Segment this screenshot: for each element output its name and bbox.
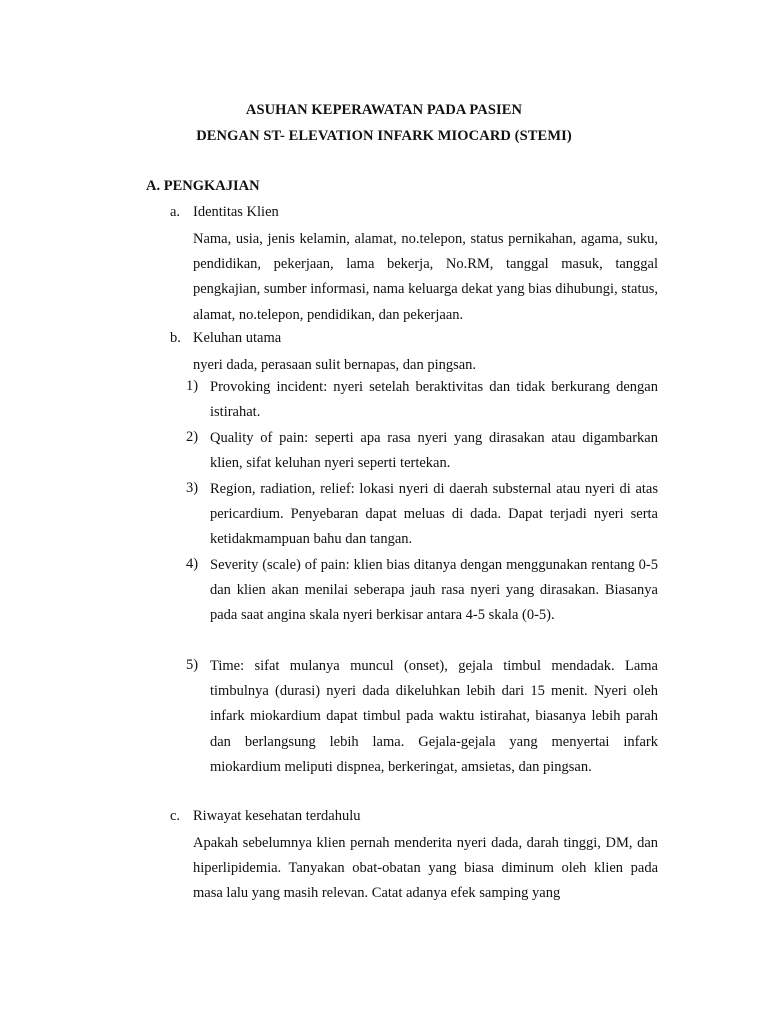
subsection-c-label: Riwayat kesehatan terdahulu (193, 808, 361, 824)
subsection-b-label: Keluhan utama (193, 330, 282, 346)
subsection-b-text: nyeri dada, perasaan sulit bernapas, dan pingsan. (193, 357, 477, 373)
subsection-c-marker: c. (170, 808, 181, 824)
subsection-a-marker: a. (170, 204, 181, 220)
subsection-c-text: Apakah sebelumnya klien pernah menderita nyeri dada, darah tinggi, DM, dan hiperlipidemia. Tanyakan obat-obatan yang biasa diminum oleh klien pada masa lalu yang masih relevan. Catat adanya efek samping yang (193, 835, 658, 902)
section-heading-pengkajian: A. PENGKAJIAN (146, 178, 260, 194)
subsection-a-text: Nama, usia, jenis kelamin, alamat, no.telepon, status pernikahan, agama, suku, pendidikan, pekerjaan, lama bekerja, No.RM, tanggal masuk, tanggal pengkajian, sumber informasi, nama keluarga dekat yang bias dihubungi, status, alamat, no.telepon, pendidikan, dan pekerjaan. (193, 231, 658, 323)
list-item-severity: Severity (scale) of pain: klien bias ditanya dengan menggunakan rentang 0-5 dan klien akan menilai seberapa jauh rasa nyeri yang dirasakan. Biasanya pada saat angina skala nyeri berkisar antara 4-5 skala (0-5). (210, 557, 658, 624)
list-item-region: Region, radiation, relief: lokasi nyeri di daerah substernal atau nyeri di atas pericardium. Penyebaran dapat meluas di dada. Dapat terjadi nyeri serta ketidakmampuan bahu dan tangan. (210, 481, 658, 548)
list-item-quality: Quality of pain: seperti apa rasa nyeri yang dirasakan atau digambarkan klien, sifat keluhan nyeri seperti tertekan. (210, 430, 658, 472)
list-item-number: 4) (186, 556, 199, 572)
list-item-time: Time: sifat mulanya muncul (onset), gejala timbul mendadak. Lama timbulnya (durasi) nyeri dada dikeluhkan lebih dari 15 menit. Nyeri oleh infark miokardium dapat timbul pada waktu istirahat, biasanya lebih parah dan berlangsung lebih lama. Gejala-gejala yang menyertai infark miokardium meliputi dispnea, berkeringat, amsietas, dan pingsan. (210, 658, 658, 775)
document-title-line-1: ASUHAN KEPERAWATAN PADA PASIEN (245, 102, 523, 118)
list-item-number: 5) (186, 657, 199, 673)
list-item-number: 1) (186, 378, 199, 394)
list-item-number: 3) (186, 480, 199, 496)
document-title-line-2: DENGAN ST- ELEVATION INFARK MIOCARD (STEMI) (196, 128, 572, 144)
list-item-provoking: Provoking incident: nyeri setelah beraktivitas dan tidak berkurang dengan istirahat. (210, 379, 658, 421)
list-item-number: 2) (186, 429, 199, 445)
subsection-b-marker: b. (170, 330, 181, 346)
subsection-a-label: Identitas Klien (193, 204, 279, 220)
